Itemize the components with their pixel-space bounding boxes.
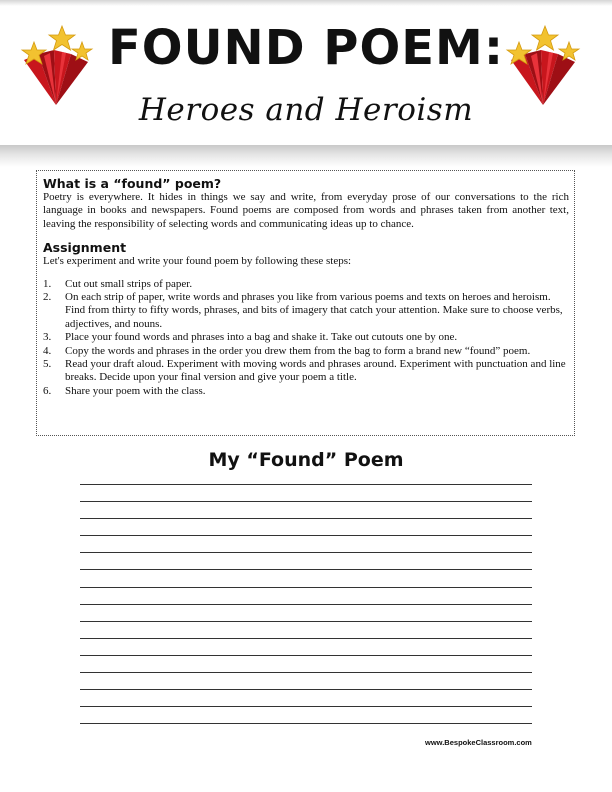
writing-line — [80, 569, 532, 586]
step-number: 3. — [43, 331, 52, 344]
step-text: Cut out small strips of paper. — [65, 277, 193, 290]
writing-line — [80, 672, 532, 689]
writing-line — [80, 638, 532, 655]
poem-title: My “Found” Poem — [208, 449, 404, 471]
writing-line — [80, 604, 532, 621]
list-item — [43, 358, 569, 385]
list-item — [43, 331, 569, 344]
list-item — [43, 345, 569, 358]
step-number: 1. — [43, 277, 52, 290]
step-text: Copy the words and phrases in the order you drew them from the bag to form a brand new “found” poem. — [65, 344, 531, 357]
step-text: On each strip of paper, write words and phrases you like from various poems and texts on heroes and heroism. Find from thirty to fifty words, phrases, and bits of imagery that catch your attention. Make sure to choose verbs, adjectives, and nouns. — [65, 291, 563, 330]
writing-line — [80, 689, 532, 706]
steps-list — [43, 278, 569, 399]
intro-text: Poetry is everywhere. It hides in things we say and write, from everyday prose of our conversations to the rich language in books and newspapers. Found poems are composed from words and phrases taken from another text, leaving the responsibility of selecting words and communicating ideas up to chance. — [43, 191, 569, 230]
step-text: Read your draft aloud. Experiment with moving words and phrases around. Experiment with punctuation and line breaks. Decide upon your final version and give your poem a title. — [65, 358, 566, 384]
step-text: Share your poem with the class. — [65, 384, 206, 397]
assignment-text: Let's experiment and write your found poem by following these steps: — [43, 255, 352, 268]
step-number: 2. — [43, 291, 52, 304]
poem-writing-lines — [80, 484, 532, 740]
page-subtitle: Heroes and Heroism — [138, 92, 474, 128]
step-text: Place your found words and phrases into a bag and shake it. Take out cutouts one by one. — [65, 331, 458, 344]
assignment-heading: Assignment — [43, 240, 127, 256]
step-number: 4. — [43, 344, 52, 357]
banner-top-shadow — [0, 0, 612, 6]
step-number: 6. — [43, 384, 52, 397]
banner-bottom-shadow — [0, 145, 612, 167]
writing-line — [80, 621, 532, 638]
intro-heading: What is a “found” poem? — [43, 176, 222, 191]
writing-line — [80, 518, 532, 535]
writing-line — [80, 501, 532, 518]
writing-line — [80, 552, 532, 569]
writing-line — [80, 655, 532, 672]
writing-line — [80, 706, 532, 723]
step-number: 5. — [43, 358, 52, 371]
header-banner — [0, 0, 612, 152]
writing-line — [80, 535, 532, 552]
list-item — [43, 291, 569, 331]
footer-url: www.BespokeClassroom.com — [425, 738, 532, 747]
writing-line — [80, 587, 532, 604]
instructions-box — [36, 170, 575, 436]
page-title: FOUND POEM: — [107, 20, 505, 76]
writing-line — [80, 484, 532, 501]
list-item — [43, 278, 569, 291]
list-item — [43, 385, 569, 398]
